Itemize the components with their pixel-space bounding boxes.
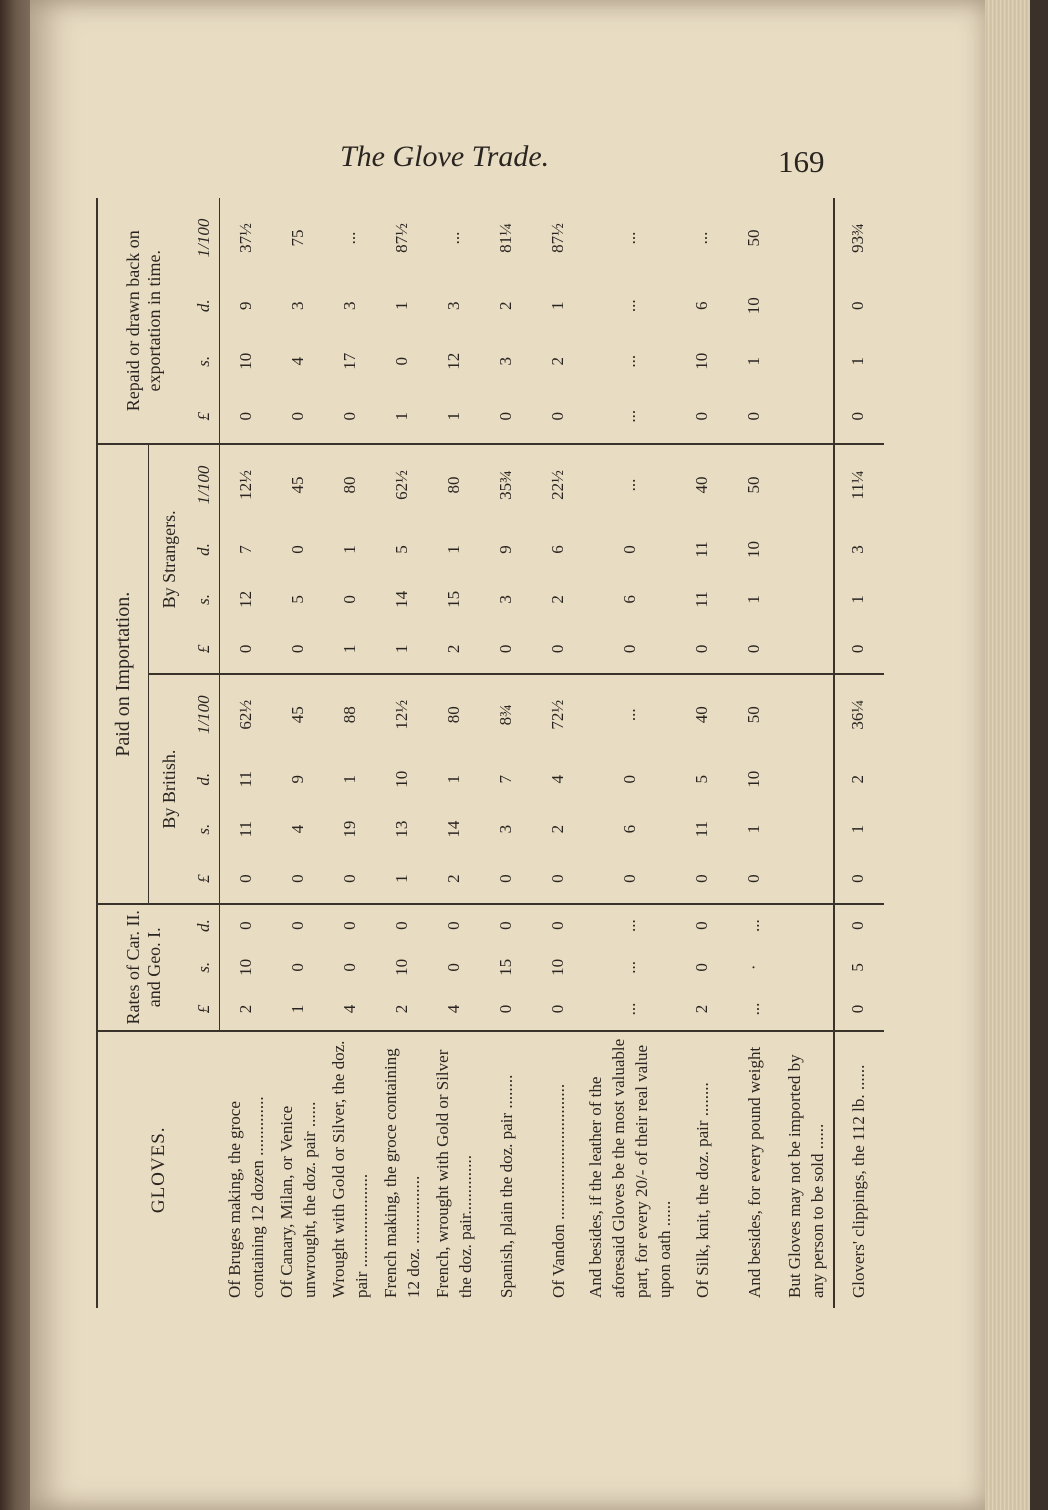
repaid-cell — [780, 198, 832, 278]
strangers-cell: 15 — [444, 590, 463, 608]
unit-header: s. — [189, 804, 220, 854]
british-cell: 13 — [392, 820, 411, 838]
repaid-cell: 0 — [220, 389, 273, 444]
repaid-cell: ... — [340, 231, 359, 245]
british-cell — [780, 804, 832, 854]
unit-header: £ — [189, 988, 220, 1030]
strangers-cell: 14 — [392, 590, 411, 608]
british-cell: 50 — [744, 706, 763, 724]
repaid-cell: 10 — [692, 352, 711, 370]
repaid-cell: 1 — [392, 301, 411, 311]
table-row — [220, 198, 273, 1308]
repaid-cell: ... — [620, 299, 639, 313]
british-cell: 1 — [340, 774, 359, 784]
rates-cell: 0 — [444, 963, 463, 972]
british-cell: 10 — [744, 770, 763, 788]
strangers-cell: 1 — [744, 595, 763, 604]
repaid-cell: 17 — [340, 352, 359, 370]
repaid-cell: 0 — [480, 389, 532, 444]
rates-cell: 0 — [832, 988, 884, 1030]
header-paid: Paid on Importation. — [98, 444, 149, 904]
strangers-cell: 1 — [324, 624, 376, 674]
british-cell: 36¼ — [848, 699, 867, 730]
rates-cell: 2 — [676, 988, 728, 1030]
strangers-cell: 0 — [584, 624, 676, 674]
rates-cell: ... — [584, 988, 676, 1030]
strangers-cell: 12 — [236, 590, 255, 608]
british-cell: 12½ — [392, 699, 411, 730]
strangers-cell: 0 — [220, 624, 273, 674]
strangers-cell: 1 — [376, 624, 428, 674]
repaid-cell: 0 — [392, 357, 411, 366]
strangers-cell: 35¾ — [496, 470, 515, 500]
header-rates: Rates of Car. II. and Geo. I. — [98, 904, 189, 1031]
row-description: Of Silk, knit, the doz. pair ........ — [692, 1082, 712, 1298]
repaid-cell: 10 — [236, 352, 255, 370]
repaid-cell: ... — [444, 231, 463, 245]
strangers-cell — [780, 525, 832, 575]
repaid-cell: 0 — [848, 301, 867, 311]
row-description: And besides, if the leather of the aforesaid Gloves be the most valuable part, for every 20/- of their real value upon oath ...... — [586, 1038, 674, 1298]
repaid-cell: 1 — [376, 389, 428, 444]
unit-header: s. — [189, 946, 220, 988]
strangers-cell: 5 — [392, 545, 411, 554]
rates-cell: 10 — [392, 958, 411, 976]
rates-cell: 1 — [272, 988, 324, 1030]
row-description: Of Canary, Milan, or Venice unwrought, the doz. pair ...... — [277, 1101, 319, 1298]
repaid-cell: 0 — [728, 389, 780, 444]
british-cell: 4 — [288, 824, 307, 834]
unit-header: s. — [189, 574, 220, 624]
british-cell: 11 — [236, 771, 255, 788]
british-cell: 3 — [496, 824, 515, 834]
british-cell: 72½ — [548, 699, 567, 730]
header-british: By British. — [149, 674, 190, 904]
british-cell: 62½ — [236, 699, 255, 730]
repaid-cell: 50 — [744, 229, 763, 247]
repaid-cell: 75 — [288, 229, 307, 247]
repaid-cell: 0 — [532, 389, 584, 444]
row-description: French making, the groce containing 12 doz. ................ — [381, 1048, 423, 1298]
rates-cell: 0 — [692, 921, 711, 930]
british-cell: 2 — [548, 824, 567, 834]
british-cell — [780, 854, 832, 904]
table-row — [376, 198, 428, 1308]
rates-cell: 10 — [236, 958, 255, 976]
british-cell: 0 — [272, 854, 324, 904]
british-cell — [780, 674, 832, 754]
unit-header: 1/100 — [189, 444, 220, 524]
unit-header: s. — [189, 334, 220, 389]
british-cell: 0 — [324, 854, 376, 904]
repaid-cell: 2 — [548, 357, 567, 366]
table-row — [480, 198, 532, 1308]
running-title: The Glove Trade. — [340, 140, 550, 173]
unit-header: d. — [189, 278, 220, 333]
book-cover-edge — [1030, 0, 1048, 1510]
rates-cell: 0 — [392, 921, 411, 930]
strangers-cell: 1 — [340, 545, 359, 554]
repaid-cell: 2 — [496, 301, 515, 311]
british-cell: 2 — [848, 774, 867, 784]
strangers-cell — [780, 574, 832, 624]
rates-cell: 0 — [444, 921, 463, 930]
repaid-cell: 87½ — [392, 223, 411, 253]
unit-header: £ — [189, 624, 220, 674]
rates-cell: 0 — [236, 921, 255, 930]
british-cell: 4 — [548, 774, 567, 784]
table-row — [272, 198, 324, 1308]
strangers-cell: 3 — [496, 595, 515, 604]
british-cell: 1 — [376, 854, 428, 904]
repaid-cell: 81¼ — [496, 223, 515, 253]
strangers-cell: 0 — [728, 624, 780, 674]
strangers-cell: 80 — [444, 476, 463, 494]
row-description: French, wrought with Gold or Silver the doz. pair.............. — [433, 1049, 475, 1298]
british-cell: 0 — [620, 774, 639, 784]
strangers-cell: 0 — [832, 624, 884, 674]
table-row — [780, 198, 832, 1308]
rates-cell: 0 — [288, 963, 307, 972]
british-cell: 0 — [676, 854, 728, 904]
strangers-cell: 1 — [444, 545, 463, 554]
repaid-cell: 37½ — [236, 223, 255, 253]
row-description: Spanish, plain the doz. pair ........ — [496, 1074, 516, 1298]
repaid-cell: 0 — [676, 389, 728, 444]
row-description: And besides, for every pound weight — [744, 1046, 764, 1298]
repaid-cell: ... — [584, 389, 676, 444]
strangers-cell: 9 — [496, 545, 515, 554]
rates-cell: 4 — [428, 988, 480, 1030]
strangers-cell: 6 — [620, 595, 639, 604]
repaid-cell: 1 — [428, 389, 480, 444]
table-row — [832, 198, 884, 1308]
rates-cell: ... — [744, 919, 763, 932]
british-cell: 11 — [692, 820, 711, 838]
british-cell: 0 — [532, 854, 584, 904]
header-strangers: By Strangers. — [149, 444, 190, 674]
british-cell: 1 — [848, 824, 867, 834]
repaid-cell: 6 — [692, 301, 711, 311]
unit-header: £ — [189, 389, 220, 444]
strangers-cell — [780, 444, 832, 524]
british-cell: 7 — [496, 774, 515, 784]
unit-header: d. — [189, 525, 220, 575]
repaid-cell — [780, 389, 832, 444]
strangers-cell: 40 — [692, 476, 711, 494]
rates-cell: 10 — [548, 958, 567, 976]
strangers-cell: 80 — [340, 476, 359, 494]
strangers-cell: 22½ — [548, 470, 567, 500]
strangers-cell: 62½ — [392, 470, 411, 500]
repaid-cell: ... — [620, 354, 639, 368]
british-cell: 88 — [340, 706, 359, 724]
rates-cell: ... — [728, 988, 780, 1030]
table-row — [676, 198, 728, 1308]
strangers-cell: 3 — [848, 545, 867, 554]
table-row — [428, 198, 480, 1308]
rates-cell: ... — [620, 960, 639, 974]
repaid-cell: 93¾ — [848, 223, 867, 253]
british-cell: 14 — [444, 820, 463, 838]
row-description: Of Bruges making, the groce containing 12 dozen .............. — [224, 1096, 267, 1298]
rates-cell: 0 — [340, 963, 359, 972]
strangers-cell: 12½ — [236, 470, 255, 500]
british-cell: 0 — [832, 854, 884, 904]
duties-table — [98, 198, 884, 1308]
repaid-cell — [780, 334, 832, 389]
strangers-cell: 0 — [620, 545, 639, 554]
british-cell: 1 — [444, 774, 463, 784]
rates-cell: 0 — [288, 921, 307, 930]
british-cell: 6 — [620, 824, 639, 834]
rates-cell: · — [744, 964, 763, 971]
repaid-cell: 3 — [340, 301, 359, 311]
rates-cell: 4 — [324, 988, 376, 1030]
strangers-cell: 0 — [288, 545, 307, 554]
rates-cell — [780, 946, 832, 988]
repaid-cell: 1 — [744, 357, 763, 366]
repaid-cell: ... — [620, 231, 639, 245]
strangers-cell: 0 — [272, 624, 324, 674]
strangers-cell: 0 — [480, 624, 532, 674]
strangers-cell: 50 — [744, 476, 763, 494]
repaid-cell: 10 — [744, 297, 763, 315]
strangers-cell — [780, 624, 832, 674]
british-cell: ... — [620, 708, 639, 722]
british-cell: 9 — [288, 774, 307, 784]
repaid-cell — [780, 278, 832, 333]
rates-cell: 5 — [848, 963, 867, 972]
rotated-table — [98, 198, 868, 1308]
unit-header: 1/100 — [189, 198, 220, 278]
rates-cell: ... — [620, 919, 639, 932]
table-row — [324, 198, 376, 1308]
repaid-cell: 1 — [848, 357, 867, 366]
row-description: Of Vandon ................................ — [548, 1083, 568, 1298]
strangers-cell: 5 — [288, 595, 307, 604]
british-cell: 2 — [428, 854, 480, 904]
strangers-cell: 0 — [676, 624, 728, 674]
repaid-cell: 1 — [548, 301, 567, 311]
strangers-cell: 2 — [548, 595, 567, 604]
rates-cell — [780, 988, 832, 1030]
rates-cell: 0 — [692, 963, 711, 972]
rates-cell: 0 — [340, 921, 359, 930]
british-cell: 45 — [288, 706, 307, 724]
unit-header: 1/100 — [189, 674, 220, 754]
header-gloves: GLOVES. — [147, 1126, 169, 1214]
rates-cell: 15 — [496, 958, 515, 976]
unit-header: £ — [189, 854, 220, 904]
glove-duties-table — [96, 198, 868, 1308]
strangers-cell: 7 — [236, 545, 255, 554]
strangers-cell: 10 — [744, 540, 763, 558]
strangers-cell: 45 — [288, 476, 307, 494]
repaid-cell: 12 — [444, 352, 463, 370]
repaid-cell: ... — [692, 231, 711, 245]
british-cell: 5 — [692, 774, 711, 784]
repaid-cell: 0 — [832, 389, 884, 444]
strangers-cell: 2 — [428, 624, 480, 674]
strangers-cell: 11 — [692, 591, 711, 608]
header-repaid: Repaid or drawn back on exportation in time. — [98, 198, 189, 444]
unit-header: d. — [189, 904, 220, 946]
repaid-cell: 0 — [324, 389, 376, 444]
repaid-cell: 9 — [236, 301, 255, 311]
row-description: But Gloves may not be imported by any person to be sold ...... — [785, 1054, 827, 1298]
repaid-cell: 0 — [272, 389, 324, 444]
table-row — [728, 198, 780, 1308]
strangers-cell: 1 — [848, 595, 867, 604]
page-number: 169 — [778, 144, 825, 179]
strangers-cell: 11¼ — [848, 470, 867, 500]
british-cell: 80 — [444, 706, 463, 724]
table-row — [532, 198, 584, 1308]
strangers-cell: 11 — [692, 541, 711, 558]
repaid-cell: 87½ — [548, 223, 567, 253]
british-cell: 0 — [220, 854, 273, 904]
rates-cell: 0 — [496, 921, 515, 930]
repaid-cell: 3 — [288, 301, 307, 311]
rates-cell: 0 — [532, 988, 584, 1030]
rates-cell: 0 — [548, 921, 567, 930]
british-cell: 0 — [584, 854, 676, 904]
british-cell: 10 — [392, 770, 411, 788]
strangers-cell: 0 — [532, 624, 584, 674]
british-cell: 0 — [728, 854, 780, 904]
rates-cell: 2 — [376, 988, 428, 1030]
british-cell: 11 — [236, 820, 255, 838]
repaid-cell: 3 — [496, 357, 515, 366]
rates-cell: 0 — [480, 988, 532, 1030]
strangers-cell: 6 — [548, 545, 567, 554]
british-cell: 8¾ — [496, 704, 515, 726]
unit-header: d. — [189, 754, 220, 804]
strangers-cell: 0 — [340, 595, 359, 604]
rates-cell — [780, 904, 832, 946]
british-cell: 0 — [480, 854, 532, 904]
table-row — [584, 198, 676, 1308]
row-description: Wrought with Gold or Silver, the doz. pair ...................... — [329, 1040, 371, 1298]
rates-cell: 0 — [848, 921, 867, 930]
rates-cell: 2 — [220, 988, 273, 1030]
british-cell — [780, 754, 832, 804]
british-cell: 19 — [340, 820, 359, 838]
british-cell: 40 — [692, 706, 711, 724]
british-cell: 1 — [744, 824, 763, 834]
repaid-cell: 4 — [288, 357, 307, 366]
row-description: Glovers' clippings, the 112 lb. ...... — [848, 1064, 868, 1298]
strangers-cell: ... — [620, 478, 639, 492]
repaid-cell: 3 — [444, 301, 463, 311]
